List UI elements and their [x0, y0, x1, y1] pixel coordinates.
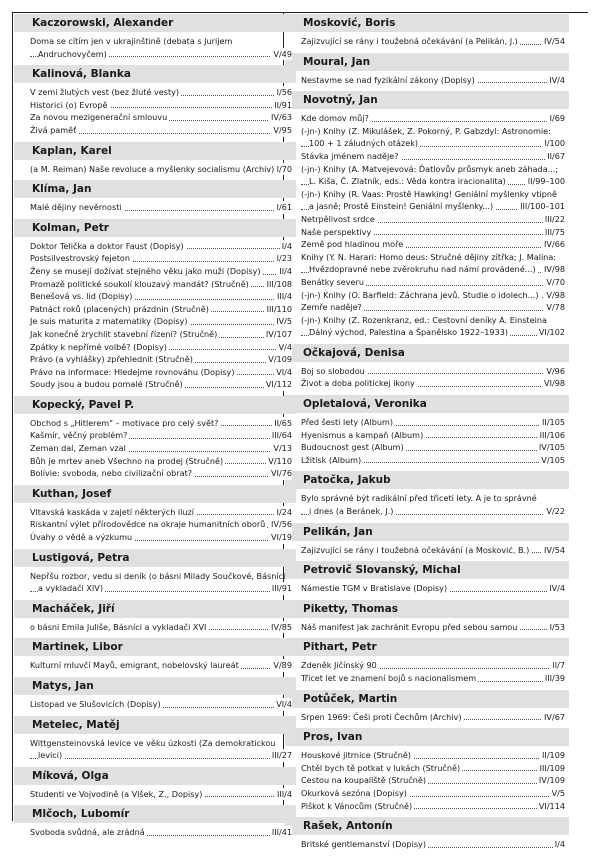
entry-reference: III/109: [539, 762, 565, 773]
index-entry: [14, 826, 296, 839]
entry-reference: I/4: [281, 240, 292, 251]
index-entry: [285, 774, 569, 787]
index-entry: [14, 506, 296, 519]
entry-reference: III/110: [266, 303, 292, 314]
author-name: Očkajová, Denisa: [285, 344, 569, 362]
entry-title-line: (-jn-) Knihy (A. Matvejevová: Ďatlovův průsmyk aneb záhada...;: [301, 163, 559, 174]
author-name: Klíma, Jan: [14, 180, 296, 198]
entry-title: Britské gentlemanství (Dopisy): [301, 839, 426, 850]
author-name: Mosković, Boris: [285, 14, 569, 32]
entry-title: Zajizvující se rány i toužebná očekávání (a Pelikán, J.): [301, 36, 518, 46]
author-block: [14, 65, 296, 141]
entry-title-line: Knihy (Y. N. Harari: Homo deus: Stručné dějiny zítřka; J. Malina:: [301, 251, 557, 262]
index-entry: [14, 252, 296, 265]
index-entry: [285, 251, 569, 276]
entry-title-line: Doma se cítím jen v ukrajinštině (debata s Jurijem: [30, 36, 233, 46]
entry-reference: IV/67: [544, 711, 565, 722]
entry-title: Před šesti lety (Album): [301, 417, 394, 428]
index-entry: [285, 35, 569, 48]
entry-title: Bolívie: svoboda, nebo civilizační obrat?: [30, 468, 193, 479]
index-entry: [14, 124, 296, 137]
author-name: Kaczorowski, Alexander: [14, 14, 296, 32]
author-block: [285, 344, 569, 395]
author-block: [14, 767, 296, 806]
index-entry: [14, 455, 296, 468]
entry-reference: III/22: [544, 213, 565, 224]
entry-title: Benešová vs. lid (Dopisy): [30, 291, 133, 302]
author-name: Pithart, Petr: [285, 638, 569, 656]
entry-title: Naše perspektivy: [301, 226, 372, 237]
author-block: [285, 53, 569, 92]
index-entry: [14, 240, 296, 253]
index-entry: [14, 328, 296, 341]
entry-title-continuation: [301, 137, 565, 150]
author-name: Kuthan, Josef: [14, 485, 296, 503]
index-entry: [14, 278, 296, 291]
entry-title: Živá paměť: [30, 124, 77, 135]
author-name: Matys, Jan: [14, 677, 296, 695]
index-entry: [285, 276, 569, 289]
entry-title: Historici (o) Evropě: [30, 99, 108, 110]
index-entry: [285, 492, 569, 517]
index-entry: [285, 441, 569, 454]
index-entry: [285, 544, 569, 557]
index-entry: [285, 672, 569, 685]
index-entry: [285, 365, 569, 378]
index-entry: [285, 621, 569, 634]
entry-reference: II/109: [542, 750, 565, 761]
entry-title: Lžitisk (Album): [301, 454, 362, 465]
author-name: Petrovič Slovanský, Michal: [285, 561, 569, 579]
entry-reference: IV/4: [549, 74, 565, 85]
entry-reference: VI/98: [544, 378, 565, 389]
author-name: Opletalová, Veronika: [285, 395, 569, 413]
left-column: [14, 14, 296, 844]
entry-reference: VI/19: [271, 532, 292, 543]
entry-title: (a M. Reiman) Naše revoluce a myšlenky socialismu (Archiv): [30, 163, 275, 174]
entry-reference: IV/98: [544, 264, 565, 275]
entry-reference: III/41: [271, 827, 292, 838]
index-entry: [285, 711, 569, 724]
index-entry: [285, 150, 569, 163]
index-entry: [14, 290, 296, 303]
entry-title: Boj so slobodou: [301, 365, 365, 376]
index-entry: [14, 788, 296, 801]
entry-reference: I/70: [276, 163, 292, 174]
index-entry: [285, 416, 569, 429]
entry-title: Kašmír, věčný problém?: [30, 430, 128, 441]
entry-reference: V/4: [278, 341, 292, 352]
entry-title: Za novou mezigenerační smlouvu: [30, 112, 168, 123]
entry-title-line: (-jn-) Knihy (R. Vaas: Prostě Hawking! Geniální myšlenky vtipně: [301, 188, 557, 199]
entry-title-line: (-jn-) Knihy (Z. Rozenkranz, ed.: Cestovní deníky A. Einsteina: [301, 314, 547, 325]
entry-title: Zpátky k nepřímé volbě? (Dopisy): [30, 341, 167, 352]
index-entry: [285, 125, 569, 150]
entry-reference: VI/4: [276, 699, 292, 709]
entry-title: Země pod hladinou moře: [301, 239, 404, 250]
entry-title: Okurková sezóna (Dopisy): [301, 787, 407, 798]
author-block: [14, 219, 296, 396]
author-block: [14, 180, 296, 219]
index-entry: [14, 163, 296, 176]
entry-title: Houskové jitrnice (Stručně): [301, 750, 411, 761]
entry-title-line: Bylo správné být radikální před třiceti lety. A je to správné: [301, 493, 537, 504]
entry-reference: IV/105: [538, 442, 565, 453]
entry-title: Bůh je mrtev aneb Všechno na prodej (Stručně): [30, 455, 224, 466]
entry-reference: II/4: [279, 265, 292, 276]
entry-title-continuation: [301, 263, 565, 276]
entry-title: Úvahy o vědě a výzkumu: [30, 532, 133, 543]
top-rule: [12, 12, 588, 13]
index-entry: [14, 531, 296, 544]
entry-title: Stávka jménem naděje?: [301, 150, 399, 161]
entry-title: Náš manifest jak zachránit Evropu před sebou samou: [301, 621, 518, 632]
author-name: Piketty, Thomas: [285, 600, 569, 618]
entry-reference: III/75: [544, 226, 565, 237]
entry-title: Obchod s „Hitlerem" – motivace pro celý svět?: [30, 417, 219, 428]
index-entry: [14, 737, 296, 762]
entry-reference: V/110: [268, 455, 292, 466]
entry-reference: III/39: [544, 673, 565, 683]
entry-title: Zdeněk Jičínský 90: [301, 660, 377, 671]
entry-reference: III/91: [271, 583, 292, 594]
index-entry: [14, 417, 296, 430]
index-entry: [285, 762, 569, 775]
index-entry: [14, 378, 296, 391]
left-border: [12, 12, 13, 821]
index-entry: [14, 570, 296, 595]
index-entry: [14, 315, 296, 328]
author-block: [285, 817, 569, 856]
entry-title: Netrpělivost srdce: [301, 213, 375, 224]
index-entry: [14, 366, 296, 379]
entry-title-line: a vykladači XIV): [38, 583, 104, 594]
author-block: [14, 485, 296, 549]
entry-reference: II/67: [547, 150, 565, 161]
entry-reference: V/78: [546, 302, 565, 313]
author-block: [285, 14, 569, 53]
entry-reference: III/4: [276, 788, 292, 799]
author-name: Míková, Olga: [14, 767, 296, 785]
entry-title: Patnáct roků (placených) prázdnin (Stručně): [30, 303, 209, 314]
index-entry: [14, 265, 296, 278]
entry-title: Zemře naděje?: [301, 302, 362, 313]
index-entry: [14, 99, 296, 112]
entry-title-continuation: [301, 326, 565, 339]
entry-title-line: Hvězdopravné nebe zvěrokruhu nad námi provádené...): [309, 264, 536, 275]
entry-title: Zajizvující se rány i toužebná očekávání (a Mosković, B.): [301, 544, 530, 555]
author-name: Moural, Jan: [285, 53, 569, 71]
entry-reference: IV/63: [271, 112, 292, 123]
entry-title-line: levici): [38, 750, 63, 761]
entry-title: Riskantní výlet přírodovědce na okraje humanitních oborů: [30, 519, 266, 530]
entry-title: Soudy jsou a budou pomalé (Stručně): [30, 379, 183, 390]
index-entry: [14, 341, 296, 354]
entry-reference: IV/66: [544, 239, 565, 250]
author-block: [14, 396, 296, 485]
entry-reference: III/4: [276, 291, 292, 302]
entry-title-line: 100 + 1 záludných otázek): [309, 138, 419, 149]
author-name: Metelec, Matěj: [14, 716, 296, 734]
index-entry: [285, 74, 569, 87]
entry-title: Studenti ve Vojvodině (a Vlšek, Z., Dopisy): [30, 788, 203, 799]
index-entry: [285, 800, 569, 813]
entry-reference: IV/54: [544, 36, 565, 46]
index-entry: [14, 201, 296, 214]
entry-reference: II/105: [542, 417, 565, 428]
entry-reference: IV/5: [276, 316, 292, 327]
entry-title: Srpen 1969: Češi proti Čechům (Archiv): [301, 711, 462, 722]
index-entry: [285, 838, 569, 851]
entry-reference: V/105: [541, 454, 565, 465]
entry-title: Doktor Telička a doktor Faust (Dopisy): [30, 240, 184, 251]
entry-title-line: Andruchovyčem): [38, 48, 107, 59]
index-entry: [14, 442, 296, 455]
author-name: Pelikán, Jan: [285, 523, 569, 541]
entry-reference: III/27: [271, 750, 292, 761]
author-name: Kaplan, Karel: [14, 142, 296, 160]
entry-reference: V/109: [268, 354, 292, 365]
entry-title-continuation: [30, 582, 292, 595]
entry-reference: III/108: [266, 278, 292, 289]
entry-reference: IV/85: [271, 621, 292, 632]
entry-title-line: Dálný východ, Palestina a Španělsko 1922–1933): [309, 327, 508, 338]
index-entry: [285, 787, 569, 800]
author-name: Patočka, Jakub: [285, 471, 569, 489]
author-name: Martinek, Libor: [14, 638, 296, 656]
entry-reference: V/95: [273, 124, 292, 135]
entry-reference: V/98: [546, 289, 565, 300]
index-entry: [14, 518, 296, 531]
author-block: [14, 549, 296, 600]
entry-reference: V/13: [273, 443, 292, 454]
author-name: Mlčoch, Lubomír: [14, 805, 296, 823]
author-block: [285, 471, 569, 522]
index-entry: [14, 86, 296, 99]
index-entry: [285, 188, 569, 213]
entry-title: o básni Emila Juliše, Básníci a vykladači XVI: [30, 621, 207, 632]
entry-title: (-jn-) Knihy (O. Barfield: Záchrana jevů. Studie o idolech...): [301, 289, 539, 300]
entry-title: Malé dějiny nevěrnosti: [30, 202, 122, 213]
index-entry: [285, 301, 569, 314]
entry-reference: I/4: [554, 839, 565, 850]
index-entry: [285, 226, 569, 239]
index-entry: [285, 238, 569, 251]
entry-title-line: L. Kiša, Č. Zlatník, eds.: Věda kontra iracionalita): [309, 176, 506, 187]
entry-title: V zemi žlutých vest (bez žluté vesty): [30, 87, 180, 98]
entry-reference: I/24: [276, 506, 292, 517]
author-name: Macháček, Jiří: [14, 600, 296, 618]
author-block: [14, 638, 296, 677]
author-block: [285, 395, 569, 471]
entry-reference: II/91: [274, 99, 292, 110]
entry-reference: IV/56: [271, 519, 292, 530]
entry-title-line: (-jn-) Knihy (Z. Mikulášek, Z. Pokorný, P. Gabzdyl: Astronomie:: [301, 125, 551, 136]
index-entry: [14, 429, 296, 442]
entry-title: Chtěl bych tě potkat v lukách (Stručně): [301, 762, 461, 773]
entry-title: Promazě politické soukolí klouzavý mandát? (Stručně): [30, 278, 249, 289]
entry-title: Ženy se musejí dožívat stejného věku jako muži (Dopisy): [30, 265, 261, 276]
entry-title: Zeman dal, Zeman vzal: [30, 443, 126, 454]
author-block: [285, 728, 569, 817]
entry-title: Námestie TGM v Bratislave (Dopisy): [301, 583, 448, 594]
entry-title-line: i dnes (a Beránek, J.): [309, 506, 394, 517]
entry-title: Život a doba politickej ikony: [301, 378, 415, 389]
entry-reference: IV/107: [265, 328, 292, 339]
index-entry: [285, 314, 569, 339]
author-block: [285, 600, 569, 639]
author-block: [285, 523, 569, 562]
index-entry: [14, 303, 296, 316]
entry-reference: I/53: [549, 621, 565, 632]
index-entry: [285, 163, 569, 188]
author-block: [285, 91, 569, 344]
entry-title: Svoboda svůdná, ale zrádná: [30, 827, 145, 838]
entry-reference: I/69: [549, 113, 565, 124]
entry-title-line: Wittgensteinovská levice ve věku úzkosti (Za demokratickou: [30, 737, 276, 748]
entry-reference: II/99–100: [527, 176, 565, 187]
author-block: [14, 14, 296, 65]
author-block: [285, 638, 569, 689]
index-entry: [285, 454, 569, 467]
author-block: [14, 716, 296, 767]
author-block: [14, 600, 296, 639]
index-entry: [14, 621, 296, 634]
index-entry: [285, 582, 569, 595]
entry-title-continuation: [30, 749, 292, 762]
index-entry: [14, 467, 296, 480]
index-entry: [285, 429, 569, 442]
entry-reference: VI/102: [538, 327, 565, 338]
entry-reference: I/61: [276, 202, 292, 213]
index-entry: [285, 213, 569, 226]
entry-reference: VI/76: [271, 468, 292, 479]
index-entry: [285, 377, 569, 390]
author-name: Pros, Ivan: [285, 728, 569, 746]
entry-title: Listopad ve Slušovicích (Dopisy): [30, 699, 161, 709]
index-entry: [285, 749, 569, 762]
index-entry: [285, 289, 569, 302]
entry-reference: III/106: [539, 429, 565, 440]
entry-title: Postsilvestrovský fejeton: [30, 253, 130, 264]
entry-reference: V/49: [273, 48, 292, 59]
entry-reference: V/96: [546, 365, 565, 376]
author-block: [14, 142, 296, 181]
author-name: Kopecký, Pavel P.: [14, 396, 296, 414]
entry-title: Kde domov můj?: [301, 113, 369, 124]
index-entry: [14, 35, 296, 60]
entry-title: Cestou na koupaliště (Stručně): [301, 775, 426, 786]
index-entry: [14, 111, 296, 124]
entry-title-continuation: [30, 48, 292, 61]
index-entry: [285, 112, 569, 125]
entry-reference: I/100: [544, 138, 565, 149]
author-block: [285, 690, 569, 729]
entry-reference: I/23: [276, 253, 292, 264]
entry-title-line: a jasně; Prostě Einstein! Geniální myšlenky...): [309, 201, 494, 212]
entry-reference: VI/114: [538, 800, 565, 811]
entry-reference: V/70: [546, 276, 565, 287]
entry-reference: VI/4: [276, 366, 292, 377]
entry-reference: IV/54: [544, 544, 565, 555]
entry-title: Právo (a vyhlášky) zpřehlednit (Stručně): [30, 354, 193, 365]
entry-title: Právo na informace: Hledejme rovnováhu (Dopisy): [30, 366, 235, 377]
author-block: [14, 677, 296, 716]
entry-title-continuation: [301, 505, 565, 518]
entry-reference: V/5: [551, 787, 565, 798]
entry-reference: III/100–101: [520, 201, 565, 212]
index-entry: [14, 659, 296, 672]
index-entry: [285, 659, 569, 672]
index-entry: [14, 353, 296, 366]
author-block: [14, 805, 296, 844]
author-name: Lustigová, Petra: [14, 549, 296, 567]
author-name: Potůček, Martin: [285, 690, 569, 708]
entry-reference: IV/4: [549, 583, 565, 594]
entry-reference: II/65: [274, 417, 292, 428]
entry-title: Benátky severu: [301, 276, 364, 287]
author-block: [285, 561, 569, 600]
entry-title: Jak konečně zrychlit stavební řízení? (Stručně): [30, 328, 218, 339]
entry-reference: III/64: [271, 430, 292, 441]
entry-reference: V/89: [273, 660, 292, 671]
entry-reference: I/56: [276, 87, 292, 98]
entry-title-line: Nepřšu rozbor, vedu si deník (o básni Milady Součkové, Básníci: [30, 570, 286, 581]
entry-title: Budoucnost gest (Album): [301, 442, 404, 453]
index-entry: [14, 698, 296, 711]
entry-title: Třicet let ve znamení bojů s nacionalismem: [301, 673, 477, 683]
entry-title: Vltavská kaskáda v zajetí některých iluzí: [30, 506, 195, 517]
entry-reference: VI/112: [265, 379, 292, 390]
entry-title: Kulturní mluvčí Mayů, emigrant, nobelovský laureát: [30, 660, 239, 671]
right-column: [285, 14, 569, 856]
author-name: Kalinová, Blanka: [14, 65, 296, 83]
entry-title: Piškot k Vánocům (Stručně): [301, 800, 413, 811]
entry-title: Je suis maturita z matematiky (Dopisy): [30, 316, 188, 327]
leader-dots: [30, 758, 292, 759]
entry-title: Hyenismus a kampaň (Album): [301, 429, 424, 440]
author-name: Novotný, Jan: [285, 91, 569, 109]
entry-reference: IV/109: [538, 775, 565, 786]
entry-reference: V/22: [546, 506, 565, 517]
entry-reference: II/7: [552, 660, 565, 671]
author-name: Rašek, Antonín: [285, 817, 569, 835]
author-name: Kolman, Petr: [14, 219, 296, 237]
entry-title: Nestavme se nad fyzikální zákony (Dopisy): [301, 74, 475, 85]
